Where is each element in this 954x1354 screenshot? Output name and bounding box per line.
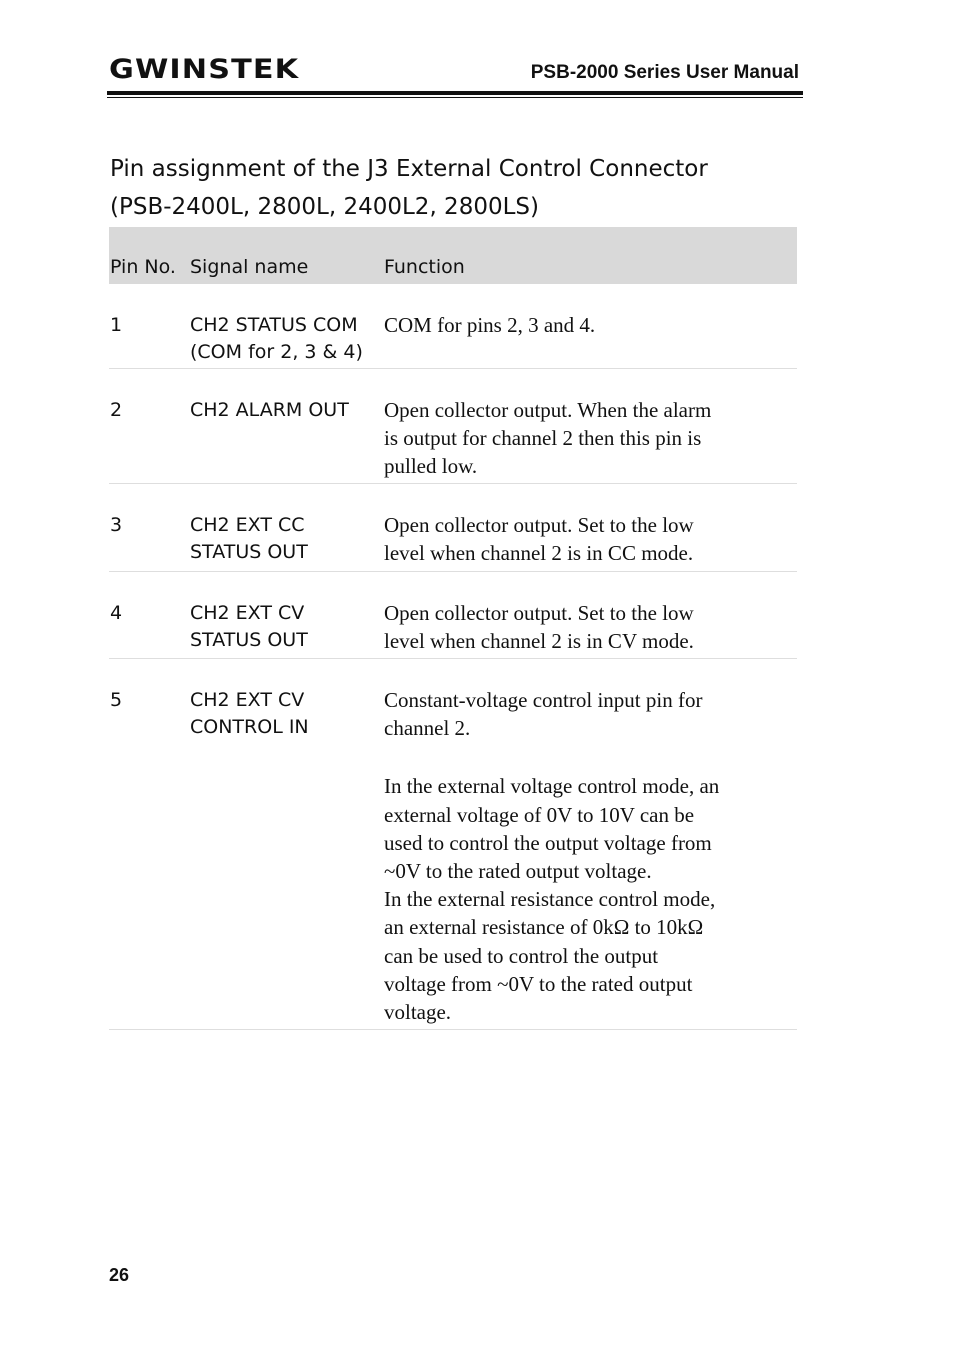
- pin-number: 2: [110, 399, 123, 421]
- signal-name-line: CH2 EXT CV: [190, 689, 305, 711]
- pin-number: 5: [110, 689, 123, 711]
- pin-assignment-table: [109, 227, 797, 1030]
- pin-number: 1: [110, 314, 123, 336]
- function-line: used to control the output voltage from: [384, 830, 712, 855]
- function-line: Open collector output. Set to the low: [384, 601, 694, 625]
- header-rule-thin: [107, 97, 803, 98]
- function-line: is output for channel 2 then this pin is: [384, 426, 702, 451]
- signal-name-line: CH2 EXT CC: [190, 514, 305, 536]
- signal-name-line: STATUS OUT: [190, 541, 308, 563]
- table-row: [109, 659, 797, 1030]
- section-title: [110, 150, 800, 226]
- function-line: level when channel 2 is in CV mode.: [384, 629, 694, 654]
- section-title-line-1: Pin assignment of the J3 External Control Connector: [110, 156, 708, 182]
- function-line: pulled low.: [384, 454, 478, 479]
- function-line: level when channel 2 is in CC mode.: [384, 541, 694, 566]
- function-line: ~0V to the rated output voltage.: [384, 859, 652, 884]
- function-paragraph: [384, 686, 796, 742]
- function-description: [384, 311, 796, 339]
- signal-name-line: (COM for 2, 3 & 4): [190, 341, 363, 363]
- function-line: Open collector output. When the alarm: [384, 398, 712, 422]
- function-line: Open collector output. Set to the low: [384, 513, 694, 537]
- function-line: external voltage of 0V to 10V can be: [384, 802, 695, 827]
- table-row: [109, 484, 797, 572]
- page-number: 26: [109, 1265, 130, 1285]
- function-description: [384, 396, 796, 481]
- function-line: channel 2.: [384, 716, 471, 741]
- table-row: [109, 369, 797, 484]
- signal-name-line: CH2 EXT CV: [190, 602, 305, 624]
- function-line: COM for pins 2, 3 and 4.: [384, 313, 596, 337]
- pin-number: 4: [110, 602, 123, 624]
- signal-name-line: CONTROL IN: [190, 716, 309, 738]
- function-paragraph: [384, 511, 796, 567]
- signal-name: [190, 600, 380, 654]
- signal-name-line: CH2 ALARM OUT: [190, 399, 349, 421]
- signal-name-line: CH2 STATUS COM: [190, 314, 358, 336]
- function-paragraph: [384, 772, 796, 1026]
- section-title-line-2: (PSB-2400L, 2800L, 2400L2, 2800LS): [110, 194, 539, 220]
- function-line: voltage from ~0V to the rated output: [384, 971, 693, 996]
- pin-number: 3: [110, 514, 123, 536]
- paragraph-gap: [384, 742, 796, 772]
- table-row: [109, 572, 797, 659]
- signal-name: [190, 512, 380, 566]
- signal-name: [190, 687, 380, 741]
- function-line: Constant-voltage control input pin for: [384, 688, 703, 712]
- page-header: [107, 52, 803, 98]
- function-line: In the external voltage control mode, an: [384, 774, 720, 799]
- signal-name-line: STATUS OUT: [190, 629, 308, 651]
- signal-name: [190, 397, 380, 424]
- function-line: voltage.: [384, 1000, 452, 1025]
- header-rule-thick: [107, 91, 803, 95]
- function-paragraph: [384, 396, 796, 481]
- function-line: In the external resistance control mode,: [384, 887, 716, 912]
- function-description: [384, 599, 796, 655]
- column-header-pin-no: Pin No.: [110, 256, 176, 278]
- signal-name: [190, 312, 380, 366]
- function-description: [384, 511, 796, 567]
- function-paragraph: [384, 311, 796, 339]
- function-description: [384, 686, 796, 1026]
- column-header-signal-name: Signal name: [190, 256, 309, 278]
- gw-instek-logo: GWINSTEK: [109, 54, 300, 85]
- function-line: an external resistance of 0kΩ to 10kΩ: [384, 915, 704, 940]
- function-line: can be used to control the output: [384, 943, 659, 968]
- table-row: [109, 284, 797, 369]
- table-header-row: [109, 227, 797, 284]
- column-header-function: Function: [384, 256, 465, 278]
- function-paragraph: [384, 599, 796, 655]
- manual-title: PSB-2000 Series User Manual: [530, 62, 799, 83]
